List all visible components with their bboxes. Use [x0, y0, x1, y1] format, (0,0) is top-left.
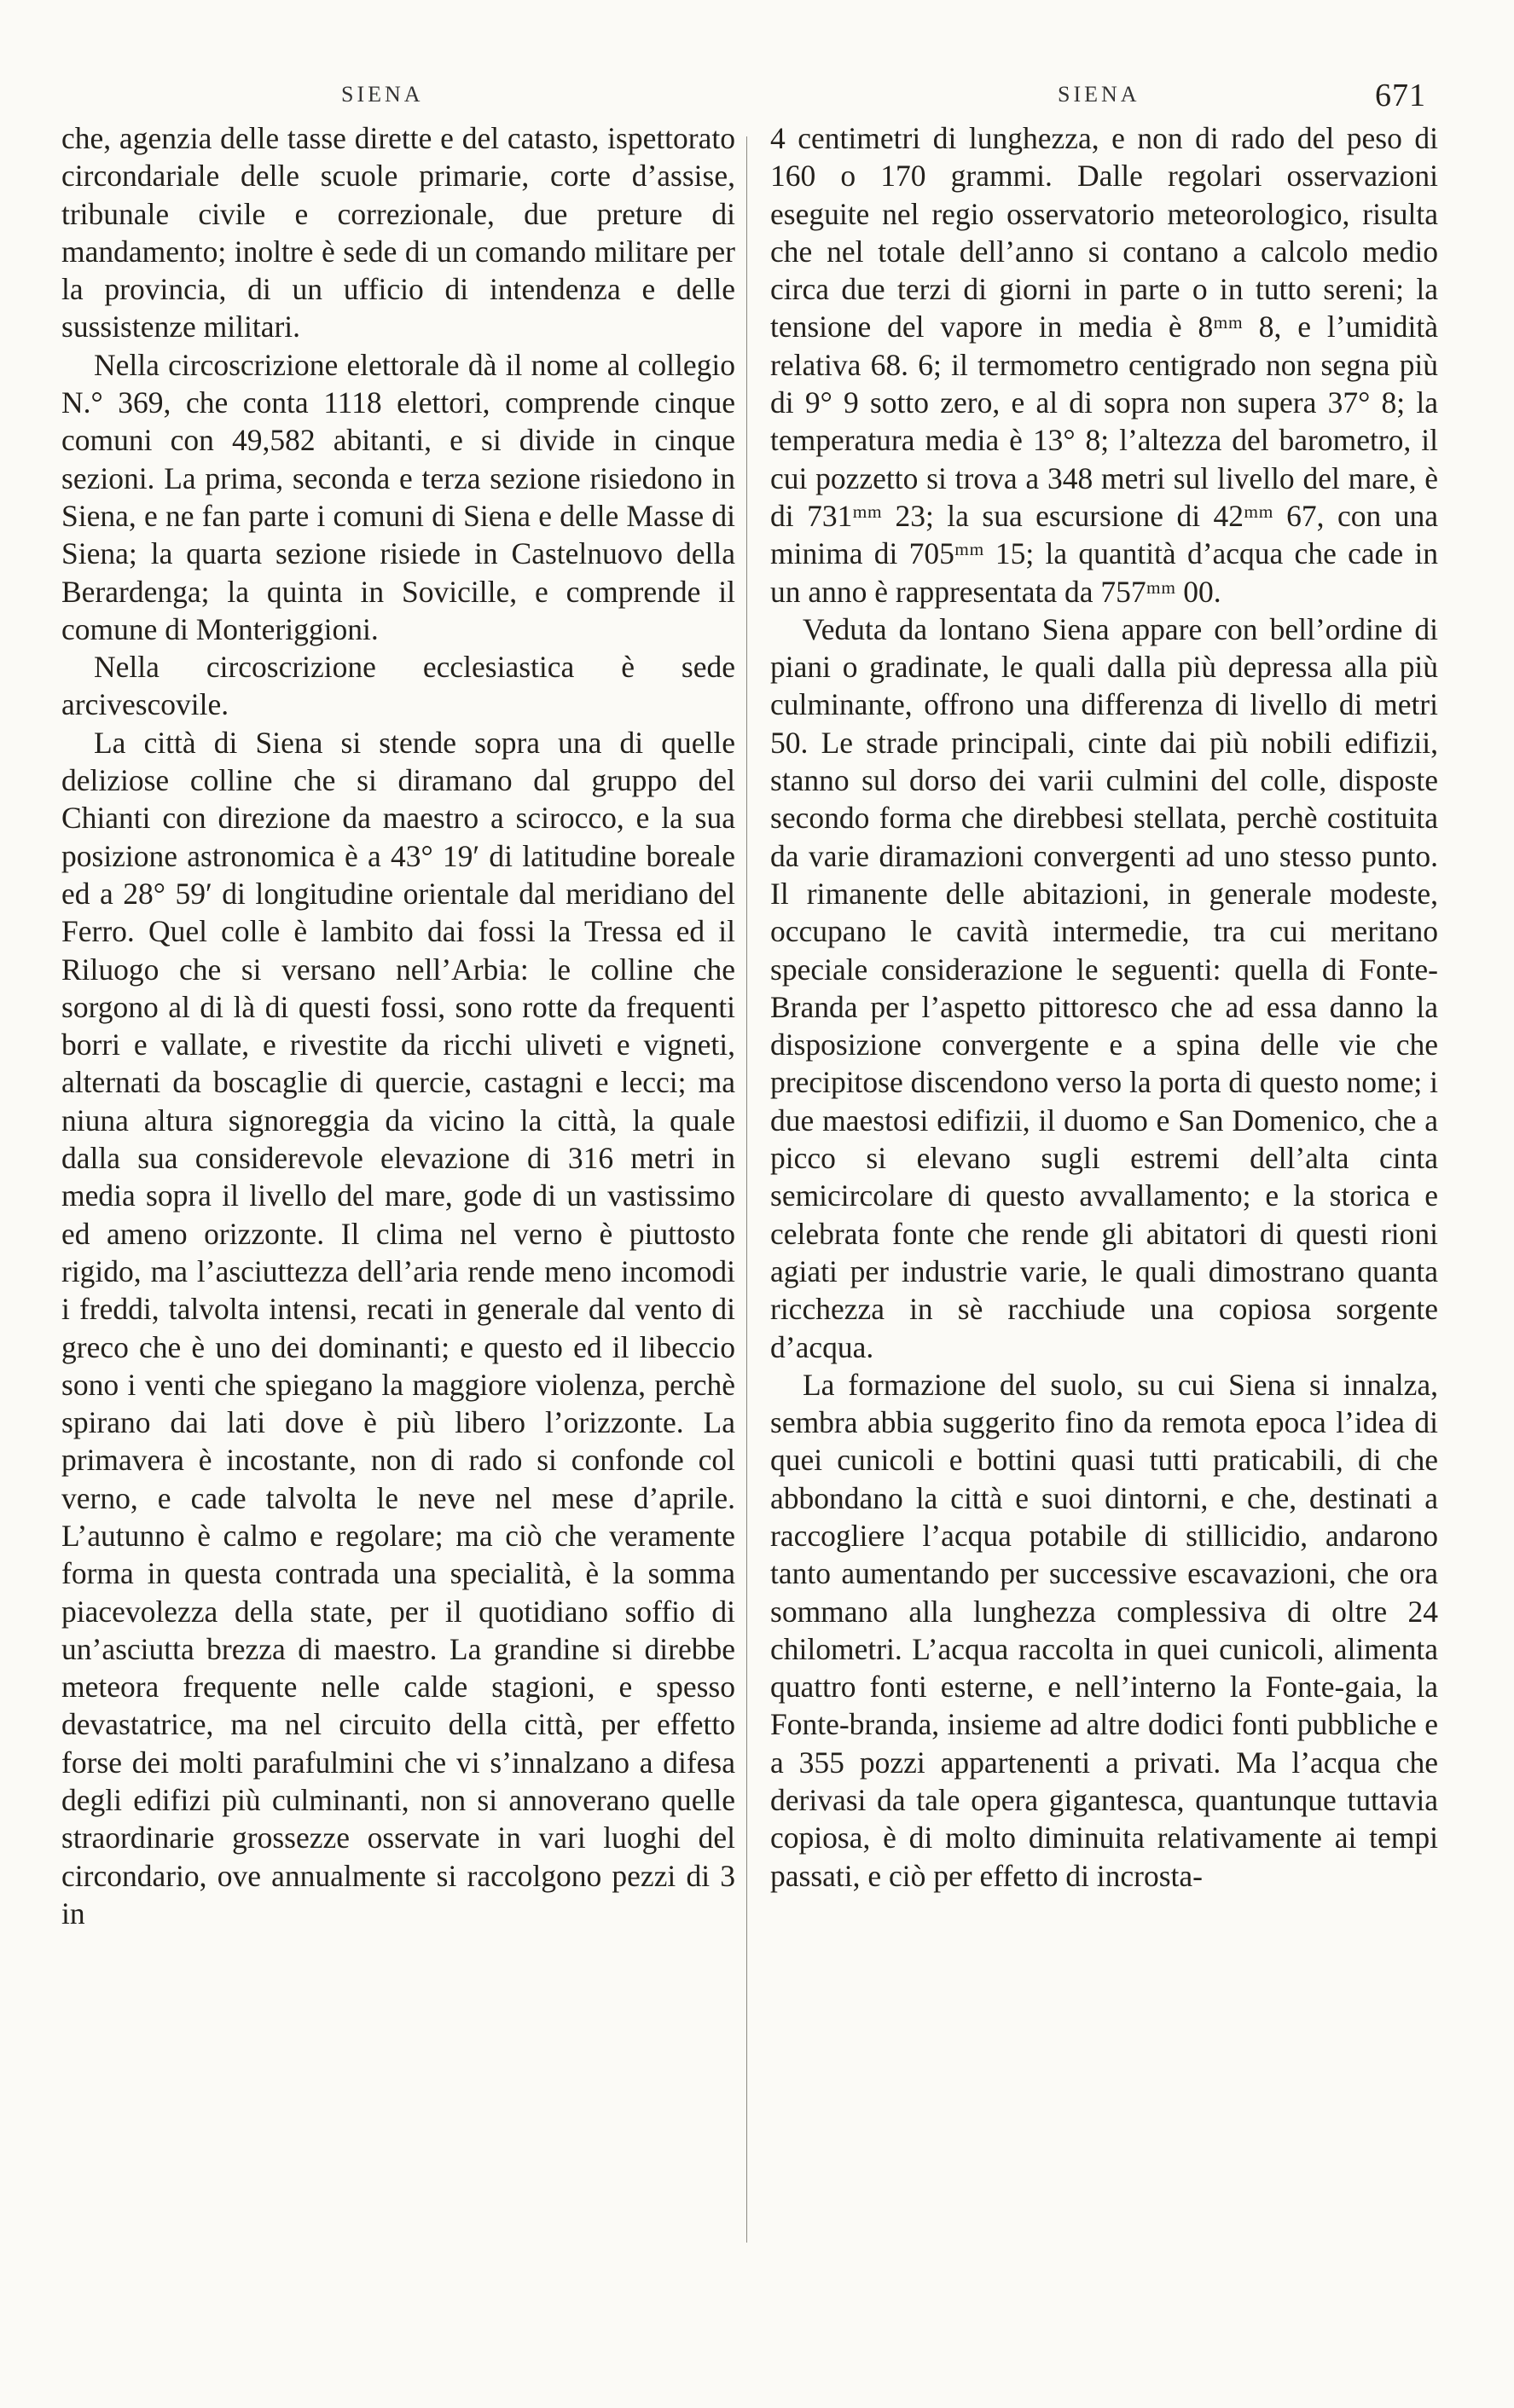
running-title-left: SIENA: [341, 82, 424, 107]
right-paragraph-3: La formazione del suolo, su cui Siena si innalza, sembra abbia suggerito fino da remota epoca l’idea di quei cunicoli e bottini quasi tutti praticabili, di che abbondano la città e suoi dintorni, e che, destinati a raccogliere l’acqua potabile di stillicidio, andarono tanto aumentando per successive escavazioni, che ora sommano alla lunghezza complessiva di oltre 24 chilometri. L’acqua raccolta in quei cunicoli, alimenta quattro fonti esterne, e nell’interno la Fonte-gaia, la Fonte-branda, insieme ad altre dodici fonti pubbliche e a 355 pozzi appartenenti a privati. Ma l’acqua che derivasi da tale opera gigantesca, quantunque tuttavia copiosa, è di molto diminuita relativamente ai tempi passati, e ciò per effetto di incrosta-: [770, 1367, 1438, 1893]
left-paragraph-1: che, agenzia delle tasse dirette e del catasto, ispettorato circondariale delle scuole primarie, corte d’assise, tribunale civile e correzionale, due preture di mandamento; inoltre è sede di un comando militare per la provincia, di un ufficio di intendenza e delle sussistenze militari.: [61, 121, 735, 344]
left-paragraph-3: Nella circoscrizione ecclesiastica è sede arcivescovile.: [61, 650, 735, 722]
right-paragraph-1: 4 centimetri di lunghezza, e non di rado del peso di 160 o 170 grammi. Dalle regolari osservazioni eseguite nel regio osservatorio meteorologico, risulta che nel totale dell’anno si contano a calcolo medio circa due terzi di giorni in parte o in tutto sereni; la tensione del vapore in media è 8ᵐᵐ 8, e l’umidità relativa 68. 6; il termometro centigrado non segna più di 9° 9 sotto zero, e al di sopra non supera 37° 8; la temperatura media è 13° 8; l’altezza del barometro, il cui pozzetto si trova a 348 metri sul livello del mare, è di 731ᵐᵐ 23; la sua escursione di 42ᵐᵐ 67, con una minima di 705ᵐᵐ 15; la quantità d’acqua che cade in un anno è rappresentata da 757ᵐᵐ 00.: [770, 121, 1438, 609]
running-title-right: SIENA: [1058, 82, 1140, 107]
right-paragraph-2: Veduta da lontano Siena appare con bell’ordine di piani o gradinate, le quali dalla più depressa alla più culminante, offrono una differenza di livello di metri 50. Le strade principali, cinte dai più nobili edifizii, stanno sul dorso dei varii culmini del colle, disposte secondo forma che direbbesi stellata, perchè costituita da varie diramazioni convergenti ad uno stesso punto. Il rimanente delle abitazioni, in generale modeste, occupano le cavità intermedie, tra cui meritano speciale considerazione le seguenti: quella di Fonte-Branda per l’aspetto pittoresco che ad essa danno la disposizione convergente e a spina delle vie che precipitose discendono verso la porta di questo nome; i due maestosi edifizii, il duomo e San Domenico, che a picco si elevano sugli estremi dell’alta cinta semicircolare di questo avvallamento; e la storica e celebrata fonte che rende gli abitatori di questi rioni agiati per industrie varie, le quali dimostrano quanta ricchezza in sè racchiude una copiosa sorgente d’acqua.: [770, 611, 1438, 1364]
right-text-column: [770, 119, 1438, 1895]
left-paragraph-2: Nella circoscrizione elettorale dà il nome al collegio N.° 369, che conta 1118 elettori, comprende cinque comuni con 49,582 abitanti, e si divide in cinque sezioni. La prima, seconda e terza sezione risiedono in Siena, e ne fan parte i comuni di Siena e delle Masse di Siena; la quarta sezione risiede in Castelnuovo della Berardenga; la quinta in Sovicille, e comprende il comune di Monteriggioni.: [61, 347, 735, 646]
left-paragraph-4: La città di Siena si stende sopra una di quelle deliziose colline che si diramano dal gruppo del Chianti con direzione da maestro a scirocco, e la sua posizione astronomica è a 43° 19′ di latitudine boreale ed a 28° 59′ di longitudine orientale dal meridiano del Ferro. Quel colle è lambito dai fossi la Tressa ed il Riluogo che si versano nell’Arbia: le colline che sorgono al di là di questi fossi, sono rotte da frequenti borri e vallate, e rivestite da ricchi uliveti e vigneti, alternati da boscaglie di quercie, castagni e lecci; ma niuna altura signoreggia da vicino la città, la quale dalla sua considerevole elevazione di 316 metri in media sopra il livello del mare, gode di un vastissimo ed ameno orizzonte. Il clima nel verno è piuttosto rigido, ma l’asciuttezza dell’aria rende meno incomodi i freddi, talvolta intensi, recati in generale dal vento di greco che è uno dei dominanti; e questo ed il libeccio sono i venti che spiegano la maggiore violenza, perchè spirano dai lati dove è più libero l’orizzonte. La primavera è incostante, non di rado si confonde col verno, e cade talvolta le neve nel mese d’aprile. L’autunno è calmo e regolare; ma ciò che veramente forma in questa contrada una specialità, è la somma piacevolezza della state, per il quotidiano soffio di un’asciutta brezza di maestro. La grandine si direbbe meteora frequente nelle calde stagioni, e spesso devastatrice, ma nel circuito della città, per effetto forse dei molti parafulmini che vi s’innalzano a difesa degli edifizi più culminanti, non si annoverano quelle straordinarie grossezze osservate in vari luoghi del circondario, ove annualmente si raccolgono pezzi di 3 in: [61, 725, 735, 1930]
column-divider: [746, 136, 747, 2243]
page-number: 671: [1375, 78, 1426, 113]
left-text-column: [61, 119, 735, 1932]
